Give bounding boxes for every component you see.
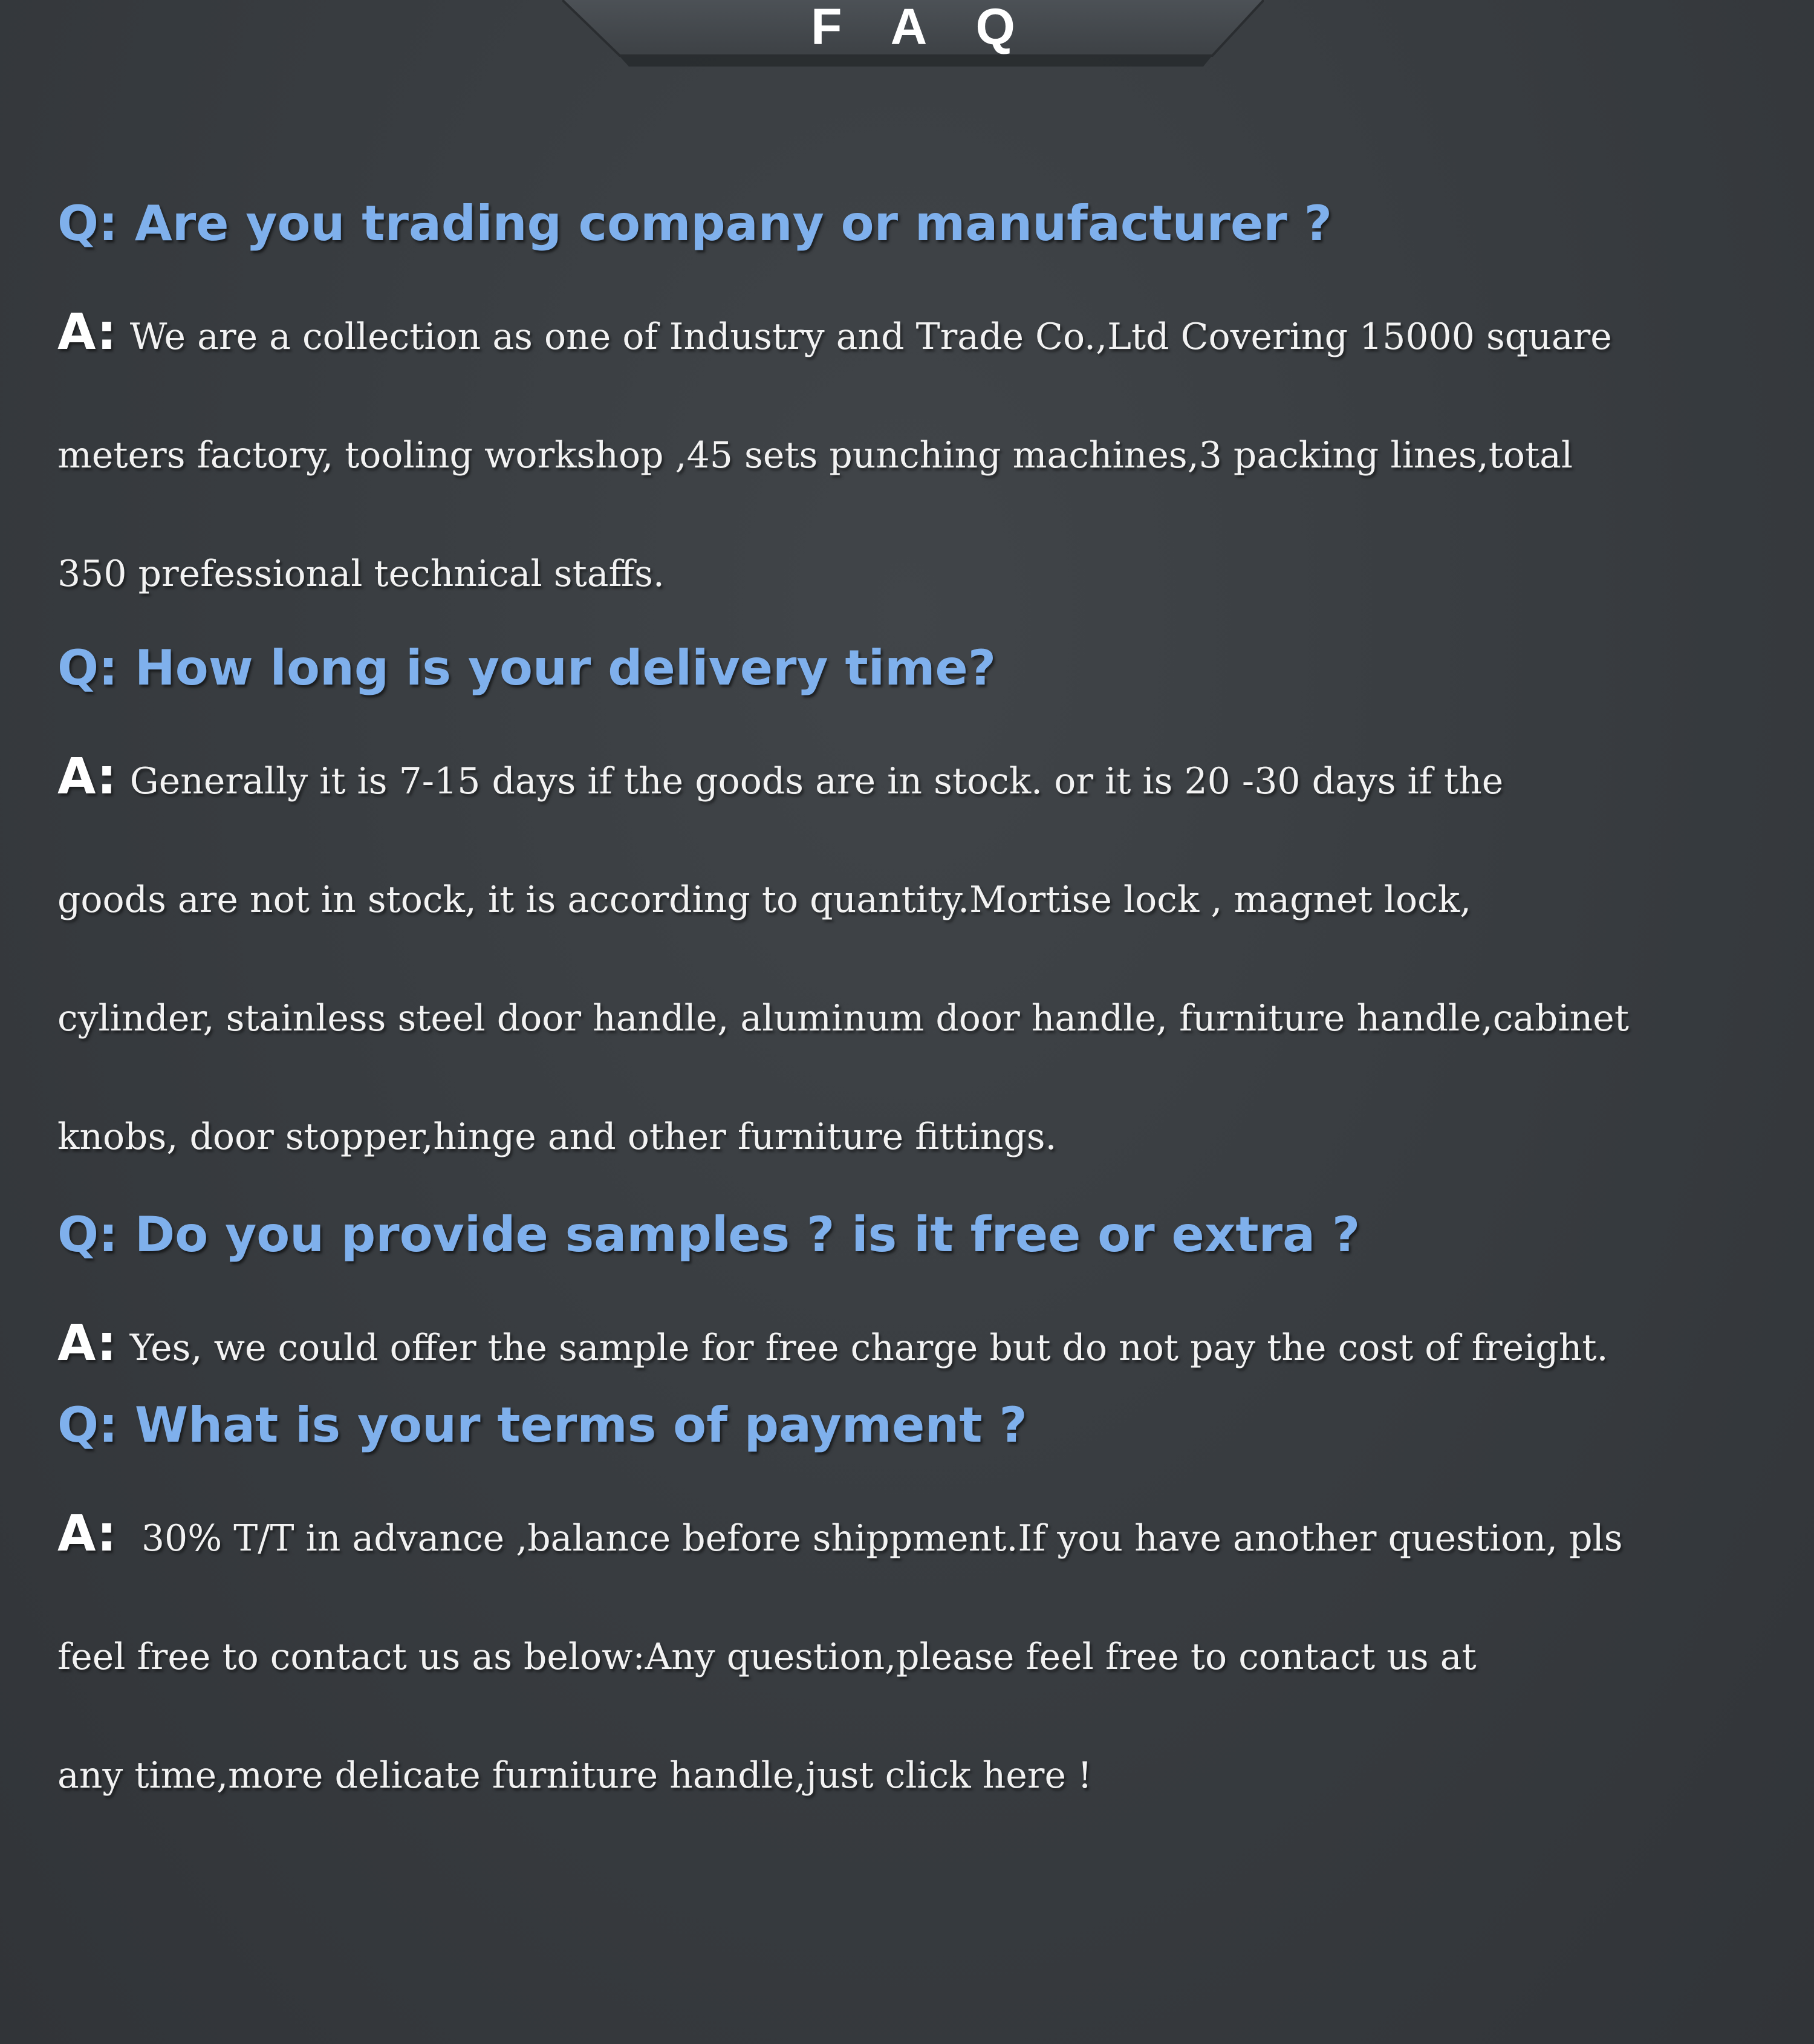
answer-line: [57, 273, 1787, 396]
answer-text: Generally it is 7-15 days if the goods are in stock. or it is 20 -30 days if the: [129, 760, 1504, 802]
question-payment-terms: Q: What is your terms of payment ?: [57, 1397, 1027, 1453]
answer-line: 350 prefessional technical staffs.: [57, 553, 665, 595]
answer-line: meters factory, tooling workshop ,45 sets punching machines,3 packing lines,total: [57, 434, 1573, 477]
faq-list: [57, 181, 1787, 1835]
answer-text: We are a collection as one of Industry and Trade Co.,Ltd Covering 15000 square: [129, 316, 1612, 358]
question-delivery-time: Q: How long is your delivery time?: [57, 640, 996, 696]
answer-label: A:: [57, 304, 117, 361]
answer-trading-company: [57, 273, 1787, 633]
faq-title: F A Q: [811, 0, 1033, 55]
faq-item-payment-terms: [57, 1383, 1787, 1835]
answer-line: [57, 718, 1787, 841]
answer-label: A:: [57, 1505, 117, 1563]
faq-item-samples: [57, 1193, 1787, 1407]
question-trading-company: Q: Are you trading company or manufacturer ?: [57, 195, 1332, 252]
answer-delivery-time: [57, 718, 1787, 1196]
answer-label: A:: [57, 748, 117, 806]
answer-text: Yes, we could offer the sample for free charge but do not pay the cost of freight.: [129, 1327, 1608, 1369]
answer-line: feel free to contact us as below:Any question,please feel free to contact us at: [57, 1636, 1477, 1678]
answer-line: knobs, door stopper,hinge and other furniture fittings.: [57, 1116, 1057, 1158]
faq-item-delivery-time: [57, 626, 1787, 1196]
answer-text: 30% T/T in advance ,balance before shippment.If you have another question, pls: [129, 1517, 1623, 1560]
answer-label: A:: [57, 1315, 117, 1372]
faq-item-trading-company: [57, 181, 1787, 633]
answer-payment-terms: [57, 1475, 1787, 1835]
answer-line: [57, 1475, 1787, 1598]
question-samples: Q: Do you provide samples ? is it free or extra ?: [57, 1206, 1360, 1263]
answer-line: cylinder, stainless steel door handle, aluminum door handle, furniture handle,cabinet: [57, 997, 1629, 1040]
answer-line: any time,more delicate furniture handle,just click here !: [57, 1754, 1093, 1797]
answer-line: goods are not in stock, it is according to quantity.Mortise lock , magnet lock,: [57, 879, 1472, 921]
faq-header-tab: [562, 0, 1264, 73]
